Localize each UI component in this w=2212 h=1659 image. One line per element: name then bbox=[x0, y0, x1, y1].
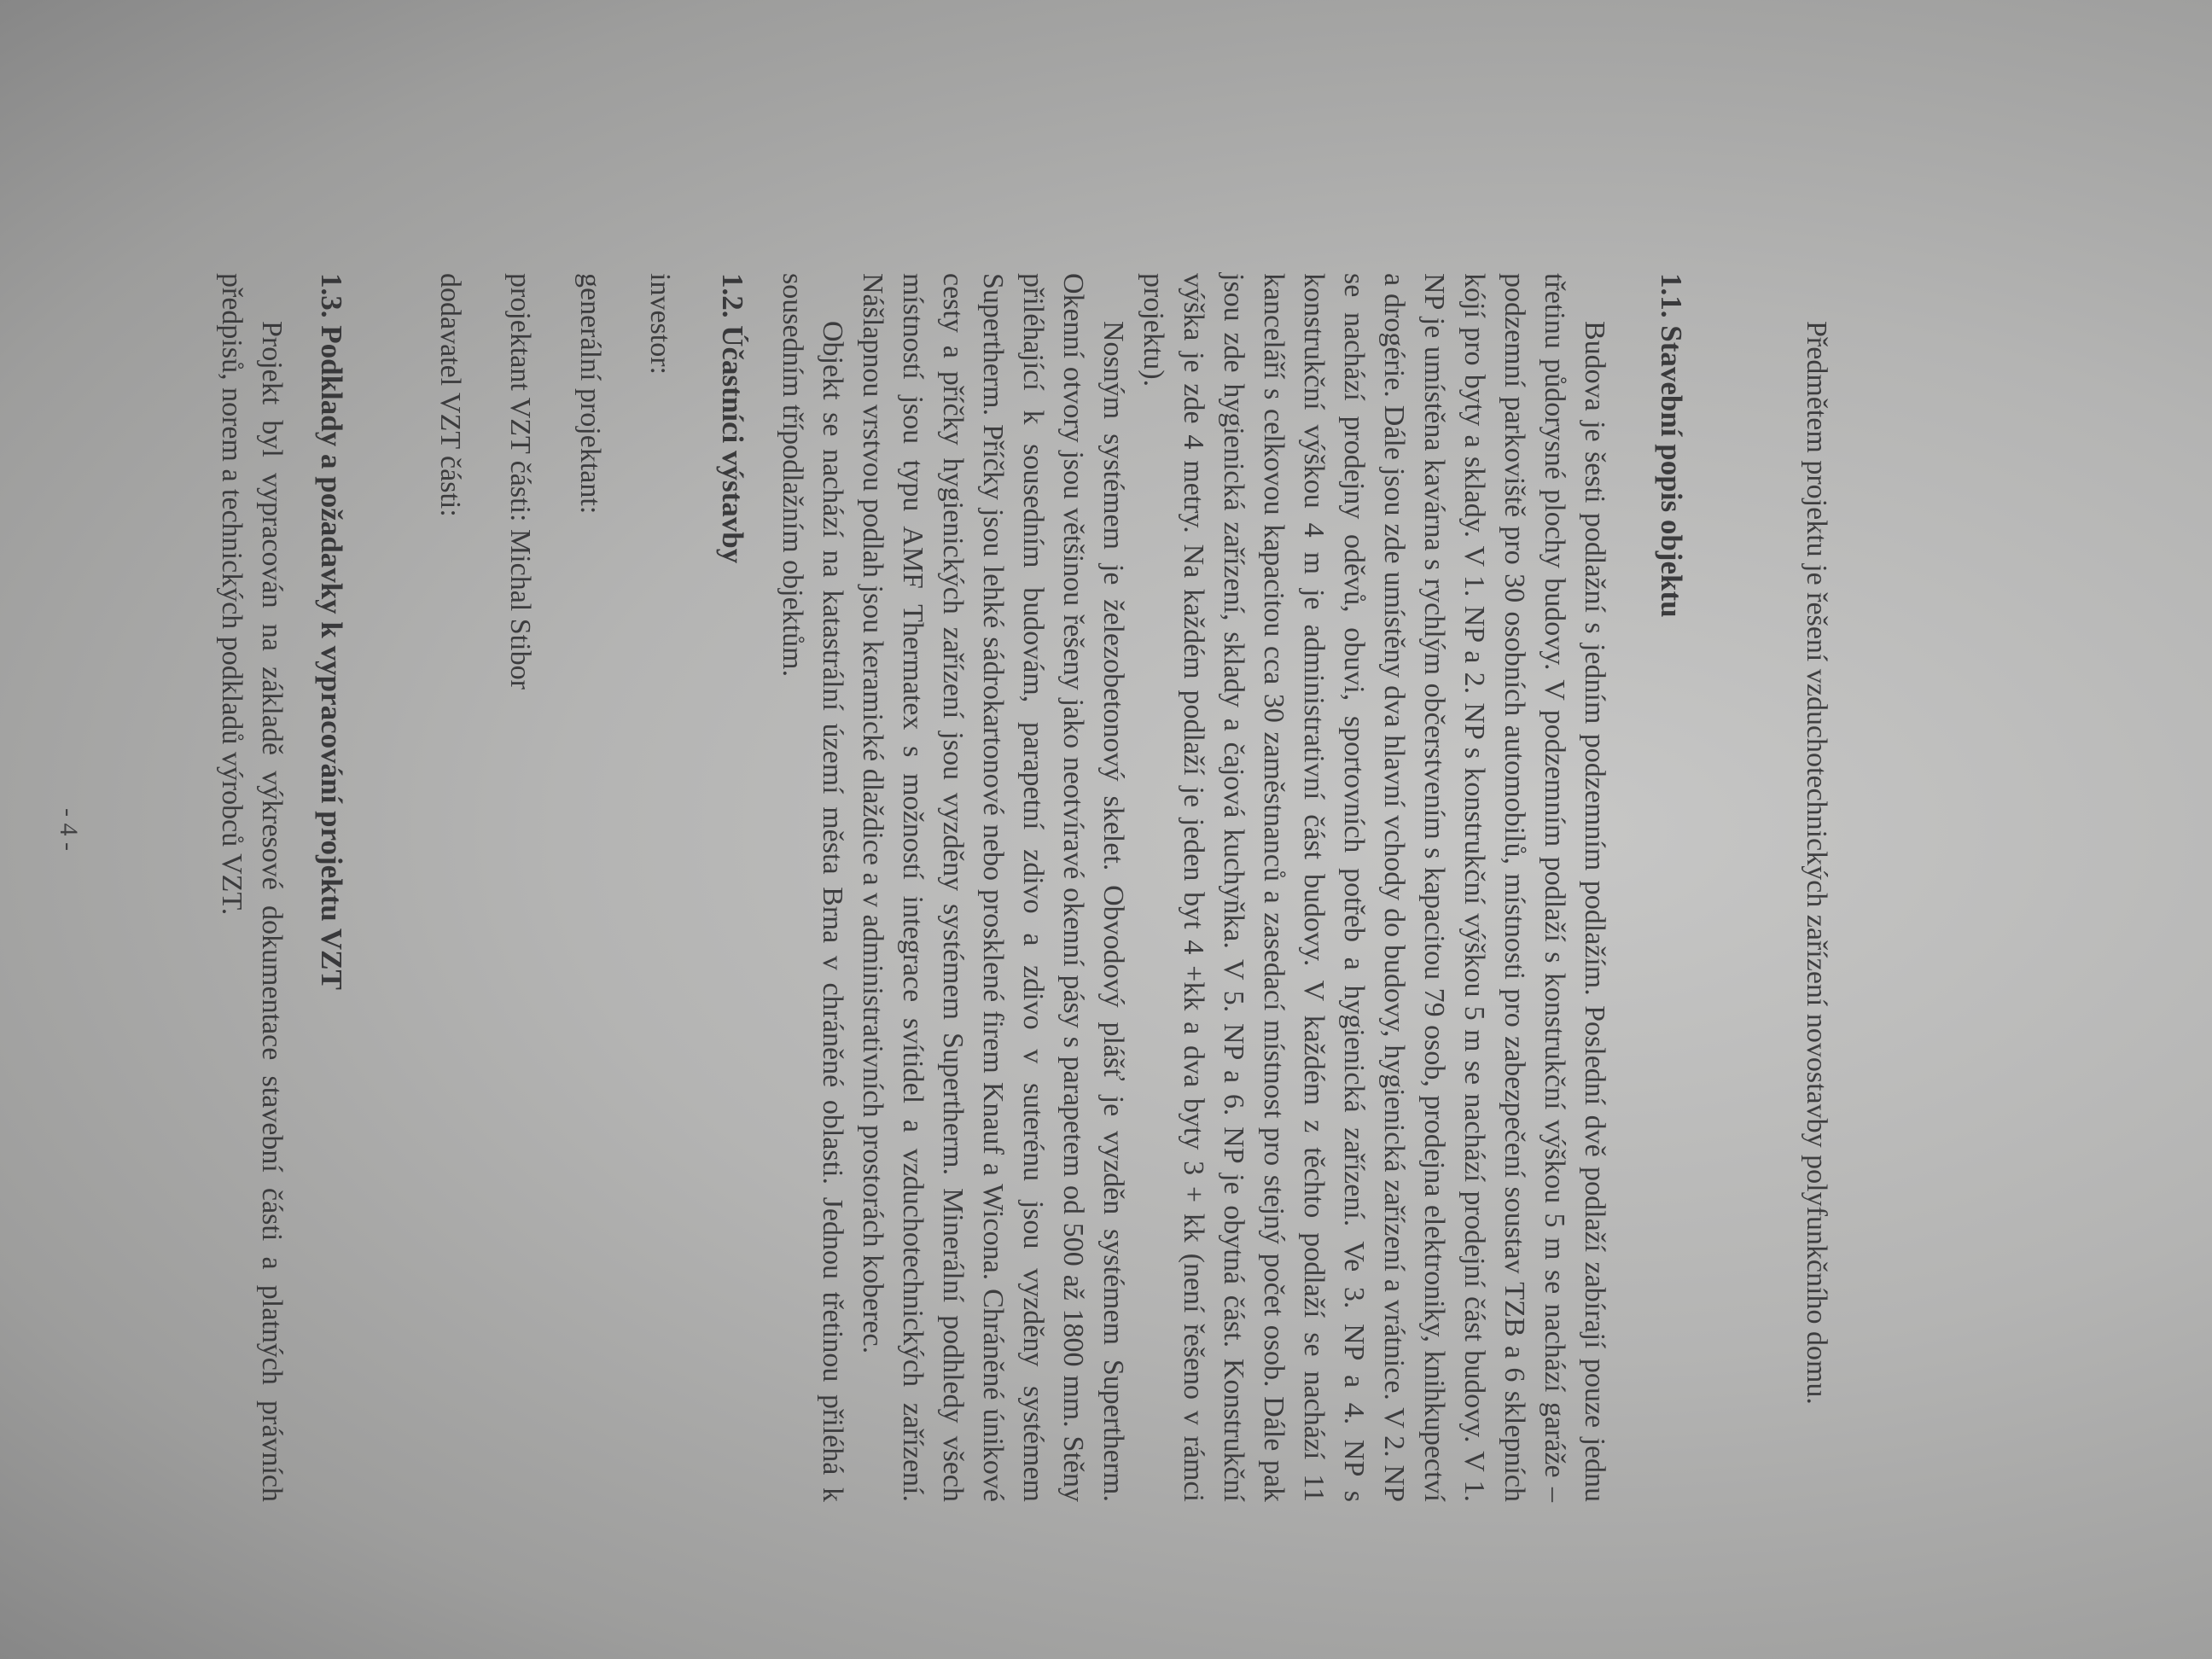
section-1-3-heading: 1.3. Podklady a požadavky k vypracování projektu VZT bbox=[315, 273, 348, 990]
intro-paragraph: Předmětem projektu je řešení vzduchotechnických zařízení novostavby polyfunkčního domu. bbox=[1801, 321, 1832, 1405]
section-1-1-paragraph-1: Budova je šesti podlažní s jedním podzemním podlažím. Poslední dvě podlaží zabírají pouze jednu třetinu půdorysné plochy budovy. V podzemním podlaží s konstrukční výškou 5 m se nachází garáže – podzemní parkoviště pro 30 osobních automobilů, místnosti pro zabezpečení soustav TZB a 6 sklepních kójí pro byty a sklady. V 1. NP a 2. NP s konstrukční výškou 5 m se nachází prodejní část budovy. V 1. NP je umístěna kavárna s rychlým občerstvením s kapacitou 79 osob, prodejna elektroniky, knihkupectví a drogérie. Dále jsou zde umístěny dva hlavní vchody do budovy, hygienická zařízení a vrátnice. V 2. NP se nachází prodejny oděvů, obuvi, sportovních potřeb a hygienická zařízení. Ve 3. NP a 4. NP s konstrukční výškou 4 m je administrativní část budovy. V každém z těchto podlaží se nachází 11 kanceláří s celkovou kapacitou cca 30 zaměstnanců a zasedací místnost pro stejný počet osob. Dále pak jsou zde hygienická zařízení, sklady a čajová kuchyňka. V 5. NP a 6. NP je obytná část. Konstrukční výška je zde 4 metry. Na každém podlaží je jeden byt 4 +kk a dva byty 3 + kk (není řešeno v rámci projektu). bbox=[1138, 273, 1610, 1502]
field-investor: investor: bbox=[644, 273, 676, 375]
section-1-1-body bbox=[772, 273, 1615, 1502]
field-general-designer: generální projektant: bbox=[574, 273, 606, 515]
section-1-3-paragraph: Projekt byl vypracován na základě výkresové dokumentace stavební části a platných právních předpisů, norem a technických podkladů výrobců VZT. bbox=[216, 273, 288, 1502]
field-vzt-supplier: dodavatel VZT části: bbox=[434, 273, 466, 517]
field-vzt-designer: projektant VZT části: Michal Stibor bbox=[504, 273, 536, 690]
intro-block bbox=[1796, 273, 1837, 1502]
page-number: - 4 - bbox=[55, 808, 83, 851]
section-1-3-body bbox=[212, 273, 292, 1502]
section-1-2-heading: 1.2. Účastníci výstavby bbox=[716, 273, 749, 564]
section-1-1-paragraph-2: Nosným systémem je železobetonový skelet. Obvodový plášť je vyzděn systémem Supertherm. Okenní otvory jsou většinou řešeny jako neotvíravé okenní pásy s parapetem od 500 až 1800 mm. Stěny přiléhající k sousedním budovám, parapetní zdivo a zdivo v suterénu jsou vyzděny systémem Supertherm. Příčky jsou lehké sádrokartonové nebo prosklené firem Knauf a Wicona. Chráněné únikové cesty a příčky hygienických zařízení jsou vyzděny systémem Supertherm. Minerální podhledy všech místností jsou typu AMF Thermatex s možností integrace svítidel a vzduchotechnických zařízení. Nášlapnou vrstvou podlah jsou keramické dlaždice a v administrativních prostorách koberec. bbox=[857, 273, 1129, 1502]
section-1-1-heading: 1.1. Stavební popis objektu bbox=[1655, 273, 1688, 618]
section-1-1-paragraph-3: Objekt se nachází na katastrální území města Brna v chráněné oblasti. Jednou třetinou přiléhá k sousedním třípodlažním objektům. bbox=[777, 273, 848, 1502]
